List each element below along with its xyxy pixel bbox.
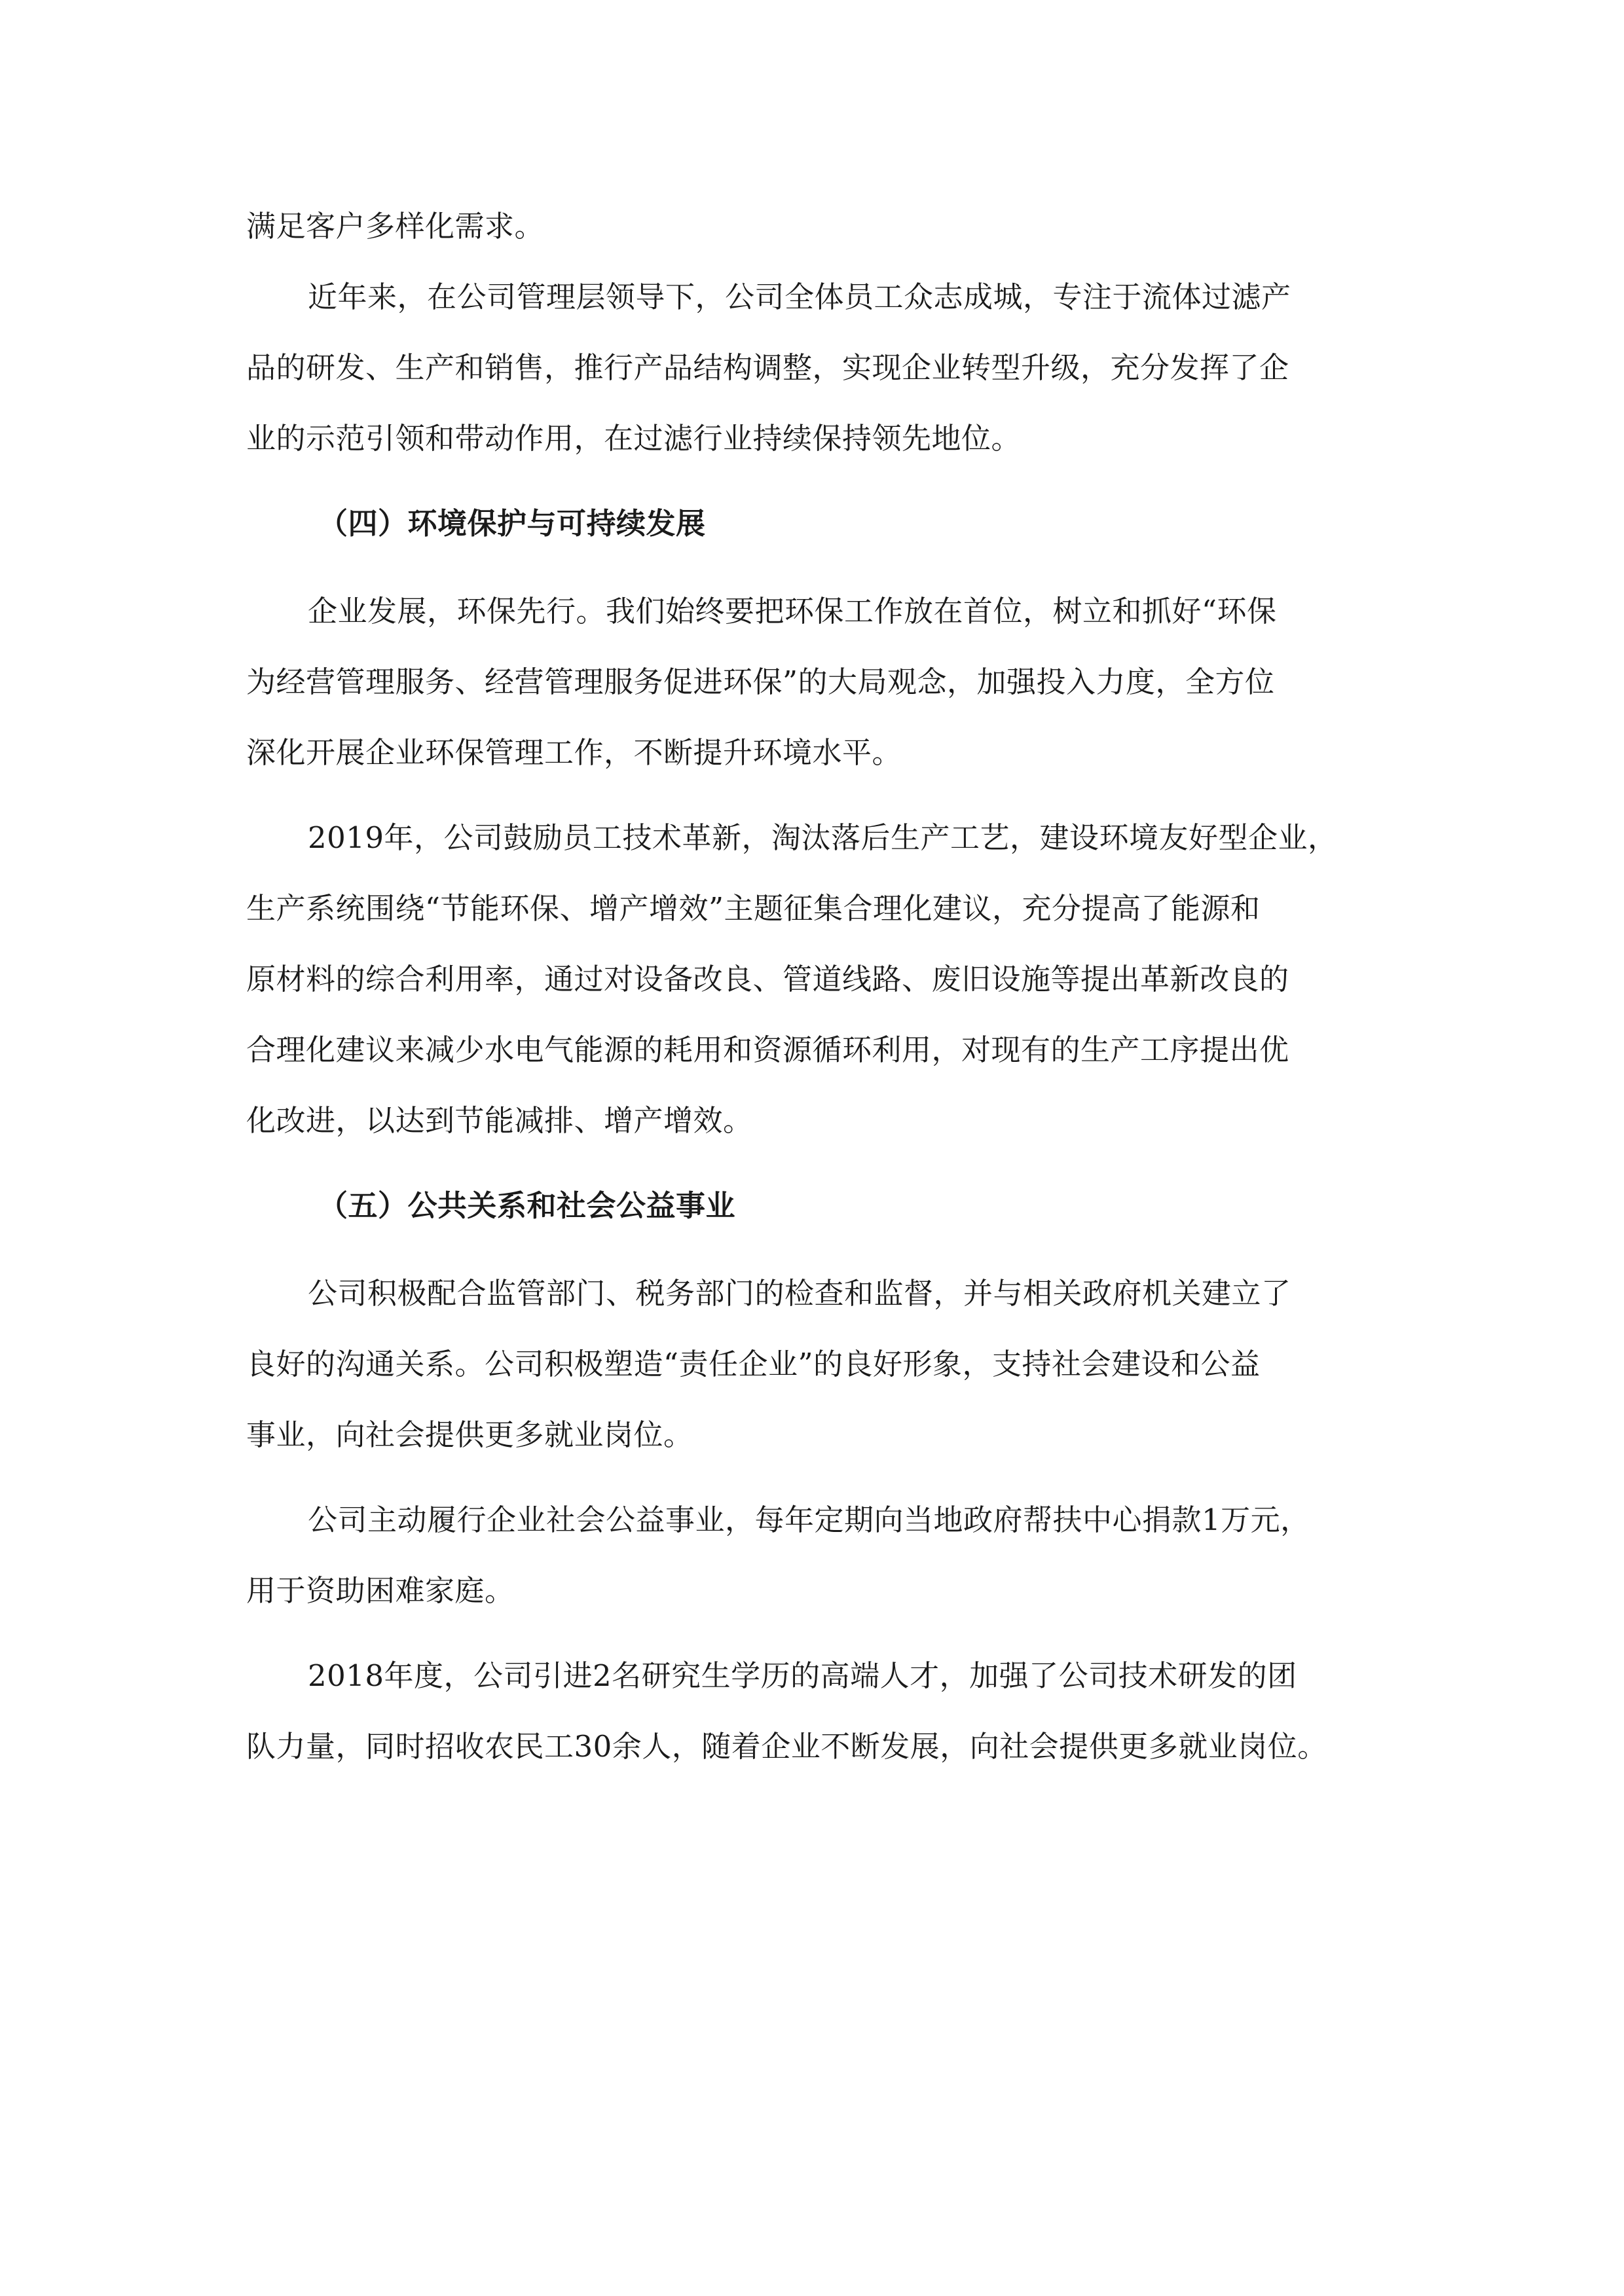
paragraph-line: 公司主动履行企业社会公益事业，每年定期向当地政府帮扶中心捐款1万元， — [308, 1503, 1310, 1537]
paragraph-line: 化改进，以达到节能减排、增产增效。 — [246, 1103, 753, 1138]
paragraph-line: 品的研发、生产和销售，推行产品结构调整，实现企业转型升级，充分发挥了企 — [246, 350, 1289, 385]
paragraph-line: 企业发展，环保先行。我们始终要把环保工作放在首位，树立和抓好“环保 — [308, 594, 1277, 629]
paragraph-line: 原材料的综合利用率，通过对设备改良、管道线路、废旧设施等提出革新改良的 — [246, 962, 1289, 996]
paragraph-line: 深化开展企业环保管理工作，不断提升环境水平。 — [246, 735, 902, 770]
paragraph-line: 业的示范引领和带动作用，在过滤行业持续保持领先地位。 — [246, 421, 1022, 456]
paragraph-line: 队力量，同时招收农民工30余人，随着企业不断发展，向社会提供更多就业岗位。 — [246, 1729, 1327, 1764]
paragraph-line: 生产系统围绕“节能环保、增产增效”主题征集合理化建议，充分提高了能源和 — [246, 891, 1261, 926]
paragraph-line: 良好的沟通关系。公司积极塑造“责任企业”的良好形象，支持社会建设和公益 — [246, 1347, 1261, 1381]
section-heading: （四）环境保护与可持续发展 — [318, 506, 706, 541]
paragraph-line: 近年来，在公司管理层领导下，公司全体员工众志成城，专注于流体过滤产 — [308, 280, 1291, 314]
paragraph-line: 为经营管理服务、经营管理服务促进环保”的大局观念，加强投入力度，全方位 — [246, 665, 1275, 699]
paragraph-line: 用于资助困难家庭。 — [246, 1573, 515, 1608]
paragraph-line: 2019年，公司鼓励员工技术革新，淘汰落后生产工艺，建设环境友好型企业， — [308, 820, 1338, 855]
paragraph-line: 满足客户多样化需求。 — [246, 209, 545, 244]
section-heading: （五）公共关系和社会公益事业 — [318, 1188, 736, 1223]
paragraph-line: 公司积极配合监管部门、税务部门的检查和监督，并与相关政府机关建立了 — [308, 1276, 1291, 1311]
paragraph-line: 合理化建议来减少水电气能源的耗用和资源循环利用，对现有的生产工序提出优 — [246, 1032, 1289, 1067]
paragraph-line: 2018年度，公司引进2名研究生学历的高端人才，加强了公司技术研发的团 — [308, 1658, 1297, 1693]
paragraph-line: 事业，向社会提供更多就业岗位。 — [246, 1417, 693, 1452]
